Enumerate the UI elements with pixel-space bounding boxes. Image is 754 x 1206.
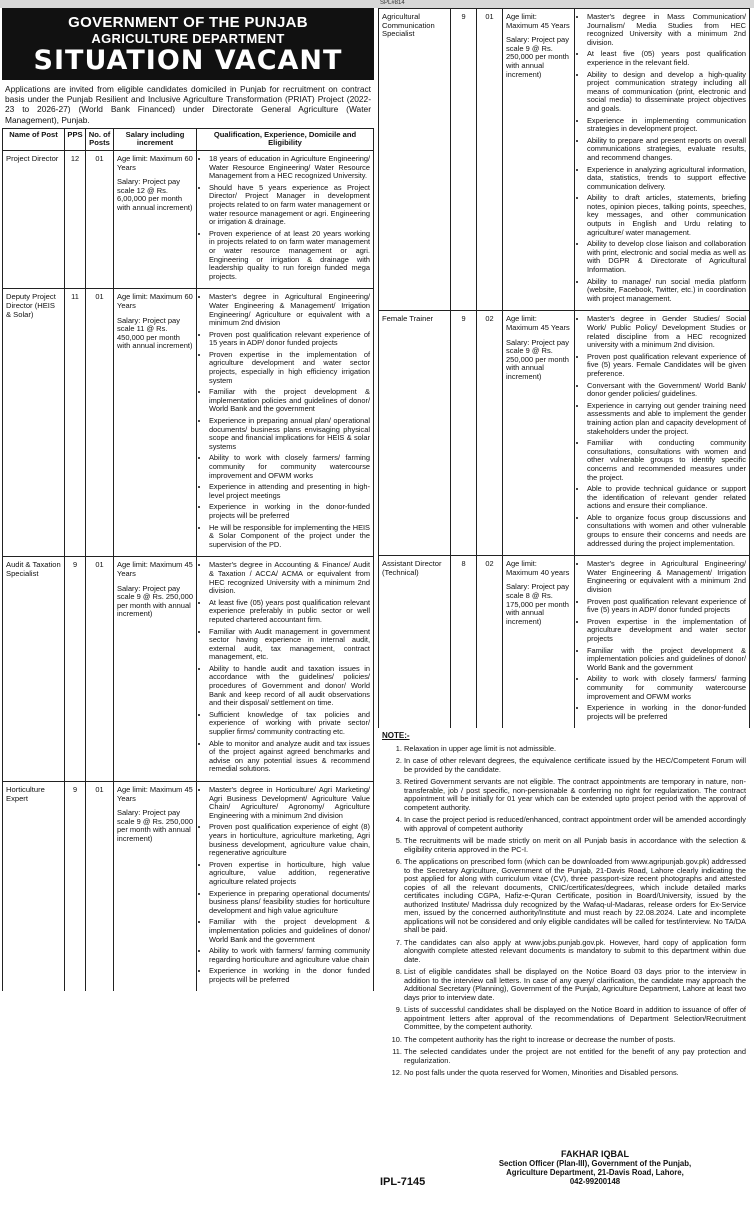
note-item: 2. In case of other relevant degrees, the equivalence certificate issued by the HEC/Competent Forum will be provided by the candidate. xyxy=(404,757,746,774)
qualification-item: • Familiar with Audit management in government sector having experience in internal audit, external audit, tax management, contract management, etc. xyxy=(209,628,370,662)
qualification-item: • 18 years of education in Agriculture Engineering/ Water Resource Engineering/ Water Resource Management from a HEC recognized University. xyxy=(209,155,370,181)
salary-text: Salary: Project pay scale 8 @ Rs. 175,000 per month with annual increment) xyxy=(506,582,569,626)
government-title: GOVERNMENT OF THE PUNJAB xyxy=(68,14,308,31)
qualification-item: • Familiar with the project development & implementation policies and guidelines of donor/ World Bank and the government xyxy=(209,918,370,944)
post-salary xyxy=(503,556,575,729)
qualification-item: • Ability to prepare and present reports on overall communications strategies, evaluate results, and recommend changes. xyxy=(587,137,746,163)
qualification-item: • Ability to work with closely farmers/ farming community for community watercourse improvement and OFWM works xyxy=(587,675,746,701)
post-name: Horticulture Expert xyxy=(3,782,65,992)
qualification-item: • Experience in implementing communication strategies in development project. xyxy=(587,117,746,134)
post-name: Deputy Project Director (HEIS & Solar) xyxy=(3,289,65,557)
post-pps: 9 xyxy=(65,782,86,992)
post-salary xyxy=(503,311,575,556)
qualification-item: • Conversant with the Government/ World Bank/ donor gender policies/ guidelines. xyxy=(587,382,746,399)
post-count: 02 xyxy=(477,556,503,729)
qualification-item: • Master's degree in Accounting & Finance/ Audit & Taxation / ACCA/ ACMA or equivalent from HEC recognized University with a minimum 2nd division. xyxy=(209,561,370,595)
ipl-code: IPL-7145 xyxy=(380,1176,426,1188)
qualification-item: • Experience in analyzing agricultural information, data, statistics, trends to support effective communication delivery. xyxy=(587,166,746,192)
table-row xyxy=(3,289,374,557)
qualification-item: • Proven post qualification relevant experience of five (5) years in ADP/ donor funded projects xyxy=(587,598,746,615)
qualification-item: • Experience in working in the donor-funded projects will be preferred xyxy=(587,704,746,721)
qualification-item: • Experience in preparing annual plan/ operational documents/ business plans envisaging physical scope and financial implications for HEIS & solar systems xyxy=(209,417,370,451)
note-item: 7. The candidates can also apply at www.jobs.punjab.gov.pk. However, hard copy of application form alongwith complete attested relevant documents is mandatory to submit to this department within due date. xyxy=(404,939,746,965)
age-limit: Age limit: Maximum 60 Years xyxy=(117,292,193,310)
post-qualification xyxy=(575,9,750,311)
age-limit: Age limit: Maximum 40 years xyxy=(506,559,570,577)
post-count: 02 xyxy=(477,311,503,556)
note-item: 9. Lists of successful candidates shall be displayed on the Notice Board in addition to issuance of offer of appointment letters after approval of the recommendations of Department Selection/Recruitment Committee, by the competent authority. xyxy=(404,1006,746,1032)
qualification-item: • Ability to work with farmers/ farming community regarding horticulture and agriculture value chain xyxy=(209,947,370,964)
intro-paragraph: Applications are invited from eligible candidates domiciled in Punjab for recruitment on contract basis under the Punjab Resilient and Inclusive Agriculture Transformation (PRIAT) Project (2022-23 to 2026-27) (World Bank Financed) under Directorate General Agriculture (Water Management), Punjab. xyxy=(5,84,371,125)
qualification-item: • Familiar with the project development & implementation policies and guidelines of donor/ World Bank and the government xyxy=(587,647,746,673)
qualification-item: • Proven post qualification relevant experience of five (5) years. Female Candidates will be given preference. xyxy=(587,353,746,379)
post-qualification xyxy=(197,289,374,557)
note-item: 6. The applications on prescribed form (which can be downloaded from www.agripunjab.gov.pk) addressed to the Secretary Agriculture, Government of the Punjab, 21-Davis Road, Lahore clearly indicating the post applied for along with curriculum vitae (CV), three passport-size recent photographs and attested copies of all the relevant documents, CNIC/certificates/degrees, which include detailed marks certificates including CGPA, Hafiz-e-Quran Certificate, position in Board/University, issued by the authorized Institute/ Madrissa duly recognized by the Wafaq-ul-Madaras, release orders for Ex-Service men, issued by the concerned authority/Institute and must reach by 22.08.2024. Late and incomplete applications will not be considered and only eligible candidates will be called for test/interview. No TA/DA shall be paid. xyxy=(404,858,746,935)
qualification-list xyxy=(200,561,370,774)
salary-text: Salary: Project pay scale 9 @ Rs. 250,000 per month with annual increment) xyxy=(117,583,193,619)
header-qualification: Qualification, Experience, Domicile and Eligibility xyxy=(197,128,374,150)
qualification-item: • Proven experience of at least 20 years working in projects related to on farm water management or water resource management or agri. Engineering or irrigation & drainage with leadership quality to run foreign funded mega projects. xyxy=(209,230,370,282)
header-post: Name of Post xyxy=(3,128,65,150)
note-item: 3. Retired Government servants are not eligible. The contract appointments are temporary in nature, non-transferable, job / post specific, non-pensionable & conferring no right for regularization. The contract appointment will be initially for 01 year which can be extended upto project period with the approval of competent authority. xyxy=(404,778,746,812)
top-strip xyxy=(0,0,754,8)
qualification-item: • Experience in working in the donor-funded projects will be preferred xyxy=(209,503,370,520)
post-qualification xyxy=(197,151,374,289)
qualification-list xyxy=(578,560,746,721)
jobs-table-right xyxy=(378,8,750,728)
post-pps: 8 xyxy=(451,556,477,729)
salary-text: Salary: Project pay scale 9 @ Rs. 250,000 per month with annual increment) xyxy=(117,808,193,843)
qualification-item: • Proven post qualification relevant experience of 15 years in ADP/ donor funded projects xyxy=(209,331,370,348)
post-count: 01 xyxy=(477,9,503,311)
note-item: 12. No post falls under the quota reserved for Women, Minorities and Disabled persons. xyxy=(404,1069,746,1078)
qualification-item: • Sufficient knowledge of tax policies and experience of working with private sector/ supplier firms/ community contracting etc. xyxy=(209,711,370,737)
qualification-item: • Experience in carrying out gender training need assessments and able to implement the gender training action plan and capacity development of stakeholders under the project. xyxy=(587,402,746,436)
qualification-item: • Ability to develop close liaison and collaboration with print, electronic and social media as well as with DGPR & Directorate of Agricultural Information. xyxy=(587,240,746,274)
age-limit: Age limit: Maximum 60 Years xyxy=(117,154,193,172)
salary-text: Salary: Project pay scale 12 @ Rs. 6,00,000 per month with annual increment) xyxy=(117,177,193,212)
salary-text: Salary: Project pay scale 11 @ Rs. 450,000 per month with annual increment) xyxy=(117,315,193,351)
post-salary xyxy=(114,557,197,782)
post-qualification xyxy=(197,782,374,992)
post-count: 01 xyxy=(86,782,114,992)
post-qualification xyxy=(575,556,750,729)
signatory-designation: Section Officer (Plan-III), Government of the Punjab, xyxy=(498,1159,692,1168)
note-item: 5. The recruitments will be made strictly on merit on all Punjab basis in accordance with the selection & eligibility criteria approved in the PC-I. xyxy=(404,837,746,854)
department-title: AGRICULTURE DEPARTMENT xyxy=(91,31,285,46)
note-item: 4. In case the project period is reduced/enhanced, contract appointment order will be amended accordingly with approval of competent authority xyxy=(404,816,746,833)
post-count: 01 xyxy=(86,557,114,782)
age-limit: Age limit: Maximum 45 Years xyxy=(117,560,193,578)
qualification-item: • Proven post qualification experience of eight (8) years in horticulture, agriculture marketing, Agri business development, agriculture value chain, regenerative agriculture xyxy=(209,823,370,857)
qualification-item: • Ability to handle audit and taxation issues in accordance with the guidelines/ policies/ procedures of Government and donor/ World Bank and keep record of all audit observations and their disposal/ settlement on time. xyxy=(209,665,370,708)
post-pps: 11 xyxy=(65,289,86,557)
table-row xyxy=(3,557,374,782)
post-name: Project Director xyxy=(3,151,65,289)
qualification-item: • Master's degree in Agricultural Engineering/ Water Engineering & Management/ Irrigation Engineering/ Agriculture or equivalent with a minimum 2nd division xyxy=(209,293,370,327)
post-pps: 12 xyxy=(65,151,86,289)
post-salary xyxy=(114,151,197,289)
post-name: Assistant Director (Technical) xyxy=(379,556,451,729)
notes-heading: NOTE:- xyxy=(382,731,410,741)
notes-list xyxy=(382,745,746,1078)
post-name: Female Trainer xyxy=(379,311,451,556)
note-item: 8. List of eligible candidates shall be displayed on the Notice Board 03 days prior to the interview in addition to the interview call letters. In case of any query/ clarification, the candidate may approach the Additional Secretary (Planning), Government of the Punjab, Agriculture Department, Lahore at least two days prior to interview date. xyxy=(404,968,746,1002)
left-column xyxy=(2,8,374,991)
qualification-item: • Master's degree in Horticulture/ Agri Marketing/ Agri Business Development/ Agriculture Value Chain/ Agriculture/ Agronomy/ Agriculture Engineering with a minimum 2nd division xyxy=(209,786,370,820)
qualification-item: • At least five (05) years post qualification experience in the relevant field. xyxy=(587,50,746,67)
header-banner xyxy=(2,8,374,80)
qualification-item: • Ability to design and develop a high-quality project communication strategy including all means of communication (print, electronic and social media) to disseminate project objectives and goals. xyxy=(587,71,746,114)
age-limit: Age limit: Maximum 45 Years xyxy=(506,314,570,332)
post-pps: 9 xyxy=(451,311,477,556)
post-pps: 9 xyxy=(451,9,477,311)
qualification-item: • Master's degree in Mass Communication/ Journalism/ Media Studies from HEC recognized University with a minimum 2nd division. xyxy=(587,13,746,47)
post-salary xyxy=(114,782,197,992)
post-name: Audit & Taxation Specialist xyxy=(3,557,65,782)
qualification-item: • Able to organize focus group discussions and consultations with women and other vulnerable groups to ensure their concerns and needs are addressed during the project implementation. xyxy=(587,514,746,548)
qualification-item: • Master's degree in Agricultural Engineering/ Water Engineering & Management/ Irrigation Engineering or equivalent with a minimum 2nd division xyxy=(587,560,746,594)
header-salary: Salary including increment xyxy=(114,128,197,150)
header-no-posts: No. of Posts xyxy=(86,128,114,150)
top-tag: SPL#814 xyxy=(380,0,405,6)
qualification-item: • Experience in attending and presenting in high-level project meetings xyxy=(209,483,370,500)
table-row xyxy=(379,556,750,729)
table-row xyxy=(3,782,374,992)
post-salary xyxy=(114,289,197,557)
qualification-item: • Able to monitor and analyze audit and tax issues of the project against agreed benchmarks and advise on any potential issues & recommend remedial solutions. xyxy=(209,740,370,774)
qualification-item: • Experience in working in the donor funded projects will be preferred xyxy=(209,967,370,984)
qualification-item: • At least five (05) years post qualification relevant experience preferably in public sector or well reputed chartered accountant firm. xyxy=(209,599,370,625)
note-item: 11. The selected candidates under the project are not entitled for the benefit of any pay protection and regularization. xyxy=(404,1048,746,1065)
post-qualification xyxy=(575,311,750,556)
qualification-item: • He will be responsible for implementing the HEIS & Solar Component of the project under the supervision of the PD. xyxy=(209,524,370,550)
qualification-item: • Ability to work with closely farmers/ farming community for community watercourse improvement and OFWM works xyxy=(209,454,370,480)
qualification-item: • Proven expertise in horticulture, high value agriculture, value addition, regenerative agriculture related projects xyxy=(209,861,370,887)
qualification-list xyxy=(200,293,370,549)
qualification-list xyxy=(200,155,370,281)
table-row xyxy=(379,9,750,311)
header-pps: PPS xyxy=(65,128,86,150)
qualification-list xyxy=(578,315,746,548)
table-row xyxy=(379,311,750,556)
notes-section xyxy=(378,728,750,1078)
post-salary xyxy=(503,9,575,311)
age-limit: Age limit: Maximum 45 Years xyxy=(506,12,570,30)
age-limit: Age limit: Maximum 45 Years xyxy=(117,785,193,803)
signatory-address: Agriculture Department, 21-Davis Road, Lahore, xyxy=(506,1168,684,1177)
qualification-list xyxy=(578,13,746,303)
post-count: 01 xyxy=(86,289,114,557)
qualification-item: • Familiar with the project development & implementation policies and guidelines of donor/ World Bank and the government xyxy=(209,388,370,414)
qualification-item: • Familiar with conducting community consultations, consultations with women and other vulnerable groups to identify specific concerns and recommended measures under the project. xyxy=(587,439,746,482)
situation-vacant-title: SITUATION VACANT xyxy=(33,45,343,76)
right-column xyxy=(378,8,750,1082)
post-name: Agricultural Communication Specialist xyxy=(379,9,451,311)
jobs-table-left xyxy=(2,128,374,992)
qualification-item: • Proven expertise in the implementation of agriculture development and water sector projects xyxy=(587,618,746,644)
note-item: 10. The competent authority has the right to increase or decrease the number of posts. xyxy=(404,1036,746,1045)
signature-block xyxy=(440,1150,750,1186)
qualification-item: • Should have 5 years experience as Project Director/ Project Manager in development projects related to on farm water management or water resource management or agri. Engineering or irrigation & drainage. xyxy=(209,184,370,227)
post-pps: 9 xyxy=(65,557,86,782)
qualification-item: • Ability to manage/ run social media platform (website, Facebook, Twitter, etc.) in coordination with project management. xyxy=(587,278,746,304)
signatory-name: FAKHAR IQBAL xyxy=(561,1149,629,1159)
qualification-list xyxy=(200,786,370,984)
salary-text: Salary: Project pay scale 9 @ Rs. 250,000 per month with annual increment) xyxy=(506,35,569,79)
qualification-item: • Ability to draft articles, statements, briefing notes, opinion pieces, talking points, speeches, key messages, and other communication outputs in English and Urdu relating to agriculture/ water management. xyxy=(587,194,746,237)
table-row xyxy=(3,151,374,289)
post-qualification xyxy=(197,557,374,782)
note-item: 1. Relaxation in upper age limit is not admissible. xyxy=(404,745,746,754)
qualification-item: • Proven expertise in the implementation of agriculture development and water sector projects, especially in high efficiency irrigation system xyxy=(209,351,370,385)
qualification-item: • Experience in preparing operational documents/ business plans/ feasibility studies for horticulture development and high value agriculture xyxy=(209,890,370,916)
qualification-item: • Able to provide technical guidance or support the identification of relevant gender related actions and ensure their compliance. xyxy=(587,485,746,511)
post-count: 01 xyxy=(86,151,114,289)
signatory-phone: 042-99200148 xyxy=(569,1177,621,1186)
qualification-item: • Master's degree in Gender Studies/ Social Work/ Public Policy/ Development Studies or related discipline from a HEC recognized university with a minimum 2nd division. xyxy=(587,315,746,349)
table-header-row xyxy=(3,128,374,150)
salary-text: Salary: Project pay scale 9 @ Rs. 250,000 per month with annual increment) xyxy=(506,337,569,381)
